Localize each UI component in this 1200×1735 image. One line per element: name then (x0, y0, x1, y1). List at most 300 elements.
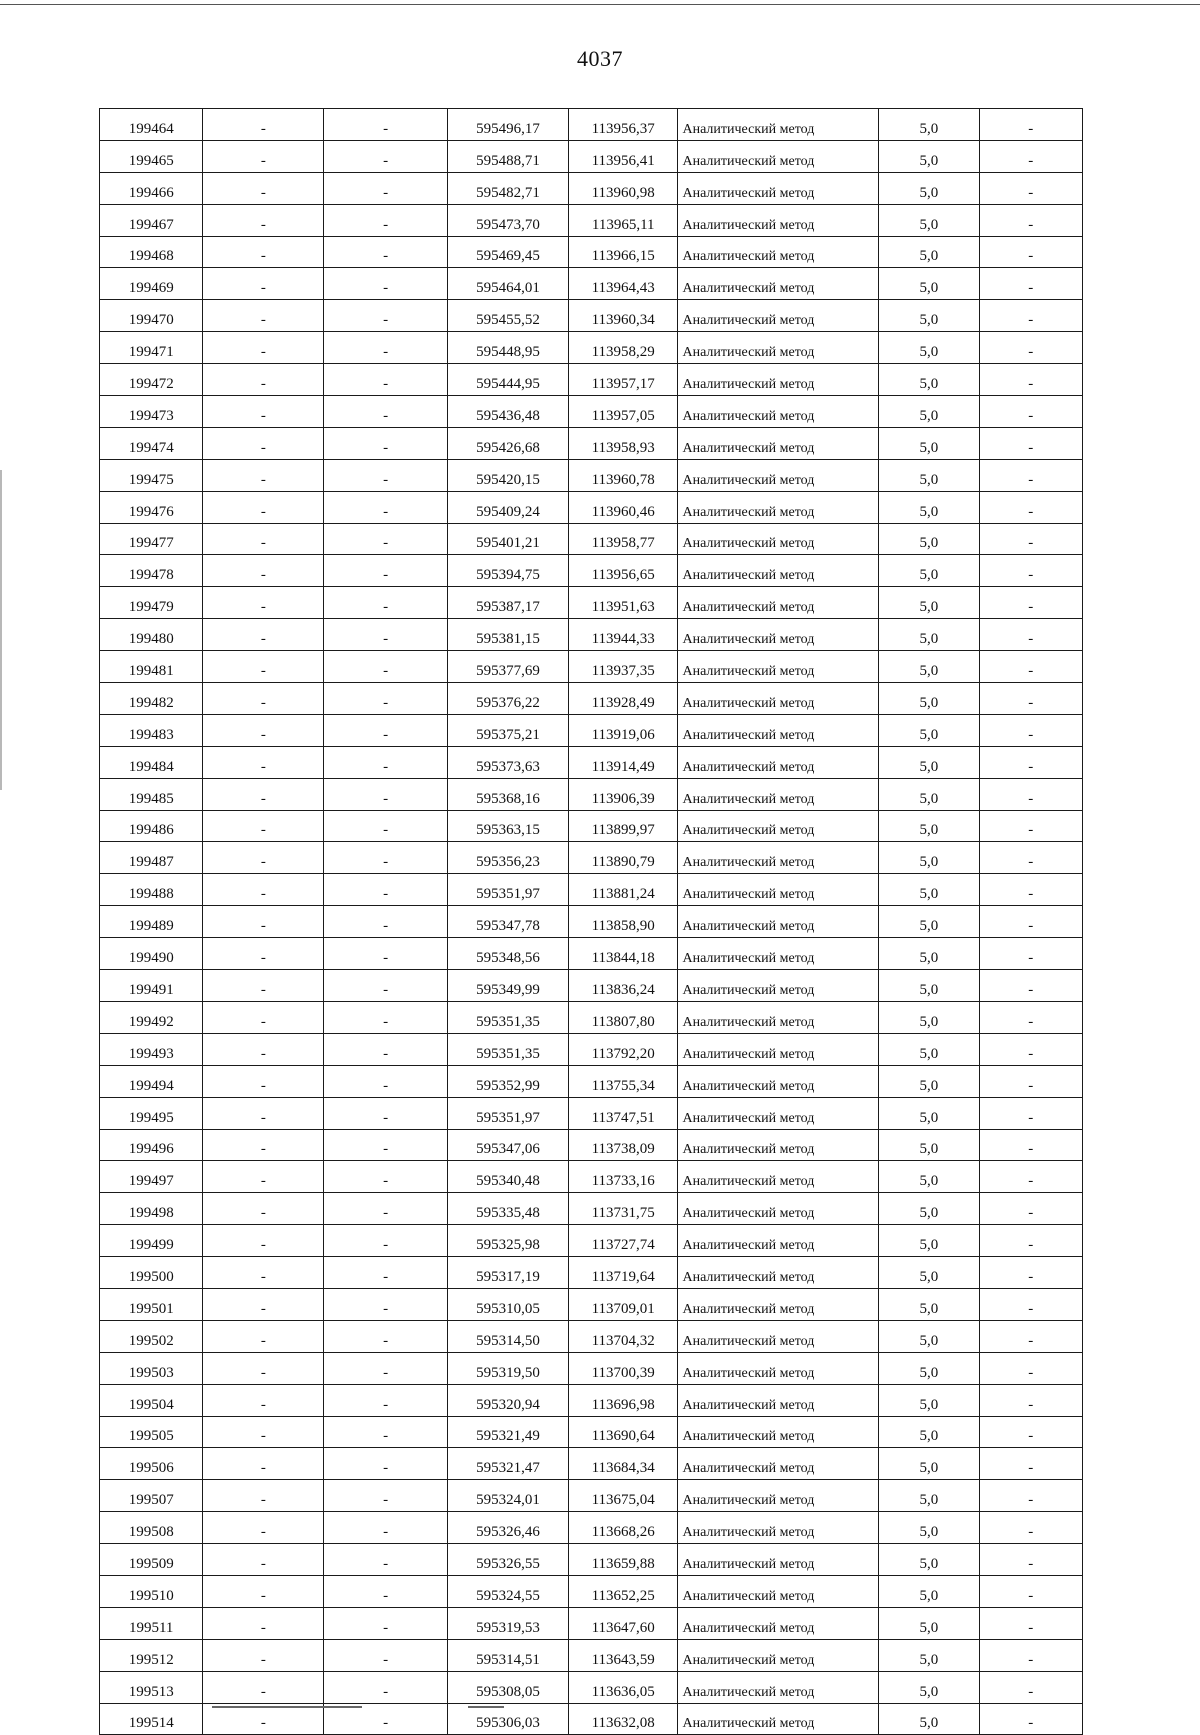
y-coordinate-cell: 113928,49 (568, 683, 678, 715)
method-cell: Аналитический метод (678, 364, 879, 396)
table-row (100, 1129, 1083, 1161)
table-row (100, 1448, 1083, 1480)
point-id-cell: 199469 (100, 268, 203, 300)
empty-cell: - (324, 396, 448, 428)
point-id-cell: 199485 (100, 778, 203, 810)
y-coordinate-cell: 113960,98 (568, 172, 678, 204)
x-coordinate-cell: 595351,97 (448, 874, 569, 906)
method-cell: Аналитический метод (678, 523, 879, 555)
accuracy-cell: 5,0 (879, 1352, 979, 1384)
empty-cell: - (203, 651, 324, 683)
table-row (100, 619, 1083, 651)
empty-cell: - (324, 1607, 448, 1639)
empty-cell: - (324, 236, 448, 268)
y-coordinate-cell: 113960,78 (568, 459, 678, 491)
y-coordinate-cell: 113755,34 (568, 1065, 678, 1097)
y-coordinate-cell: 113807,80 (568, 1001, 678, 1033)
table-row (100, 746, 1083, 778)
scan-top-edge-line (0, 4, 1200, 5)
empty-cell: - (203, 268, 324, 300)
point-id-cell: 199501 (100, 1288, 203, 1320)
table-row (100, 874, 1083, 906)
accuracy-cell: 5,0 (879, 491, 979, 523)
method-cell: Аналитический метод (678, 970, 879, 1002)
x-coordinate-cell: 595373,63 (448, 746, 569, 778)
method-cell: Аналитический метод (678, 1161, 879, 1193)
table-row (100, 1257, 1083, 1289)
point-id-cell: 199476 (100, 491, 203, 523)
y-coordinate-cell: 113906,39 (568, 778, 678, 810)
point-id-cell: 199490 (100, 938, 203, 970)
method-cell: Аналитический метод (678, 236, 879, 268)
accuracy-cell: 5,0 (879, 1033, 979, 1065)
method-cell: Аналитический метод (678, 555, 879, 587)
table-row (100, 268, 1083, 300)
accuracy-cell: 5,0 (879, 1288, 979, 1320)
method-cell: Аналитический метод (678, 1001, 879, 1033)
method-cell: Аналитический метод (678, 1097, 879, 1129)
empty-cell: - (203, 1033, 324, 1065)
accuracy-cell: 5,0 (879, 1671, 979, 1703)
empty-cell: - (979, 555, 1082, 587)
table-row (100, 1065, 1083, 1097)
x-coordinate-cell: 595321,47 (448, 1448, 569, 1480)
empty-cell: - (979, 1161, 1082, 1193)
empty-cell: - (979, 1607, 1082, 1639)
method-cell: Аналитический метод (678, 204, 879, 236)
method-cell: Аналитический метод (678, 396, 879, 428)
empty-cell: - (324, 1480, 448, 1512)
accuracy-cell: 5,0 (879, 555, 979, 587)
empty-cell: - (979, 236, 1082, 268)
empty-cell: - (203, 1575, 324, 1607)
method-cell: Аналитический метод (678, 300, 879, 332)
empty-cell: - (979, 1129, 1082, 1161)
method-cell: Аналитический метод (678, 1257, 879, 1289)
method-cell: Аналитический метод (678, 587, 879, 619)
accuracy-cell: 5,0 (879, 300, 979, 332)
empty-cell: - (324, 1512, 448, 1544)
method-cell: Аналитический метод (678, 1639, 879, 1671)
table-row (100, 491, 1083, 523)
empty-cell: - (324, 1257, 448, 1289)
x-coordinate-cell: 595317,19 (448, 1257, 569, 1289)
table-row (100, 555, 1083, 587)
x-coordinate-cell: 595436,48 (448, 396, 569, 428)
empty-cell: - (324, 906, 448, 938)
point-id-cell: 199465 (100, 140, 203, 172)
empty-cell: - (203, 555, 324, 587)
y-coordinate-cell: 113965,11 (568, 204, 678, 236)
empty-cell: - (979, 332, 1082, 364)
y-coordinate-cell: 113704,32 (568, 1320, 678, 1352)
x-coordinate-cell: 595375,21 (448, 714, 569, 746)
x-coordinate-cell: 595347,06 (448, 1129, 569, 1161)
empty-cell: - (979, 619, 1082, 651)
empty-cell: - (203, 459, 324, 491)
x-coordinate-cell: 595347,78 (448, 906, 569, 938)
x-coordinate-cell: 595482,71 (448, 172, 569, 204)
empty-cell: - (203, 1416, 324, 1448)
y-coordinate-cell: 113652,25 (568, 1575, 678, 1607)
empty-cell: - (324, 1384, 448, 1416)
empty-cell: - (324, 459, 448, 491)
x-coordinate-cell: 595325,98 (448, 1225, 569, 1257)
accuracy-cell: 5,0 (879, 1097, 979, 1129)
table-row (100, 172, 1083, 204)
empty-cell: - (203, 172, 324, 204)
empty-cell: - (203, 970, 324, 1002)
empty-cell: - (979, 842, 1082, 874)
accuracy-cell: 5,0 (879, 1544, 979, 1576)
point-id-cell: 199483 (100, 714, 203, 746)
table-row (100, 651, 1083, 683)
point-id-cell: 199468 (100, 236, 203, 268)
empty-cell: - (203, 300, 324, 332)
y-coordinate-cell: 113914,49 (568, 746, 678, 778)
y-coordinate-cell: 113890,79 (568, 842, 678, 874)
method-cell: Аналитический метод (678, 1575, 879, 1607)
empty-cell: - (979, 172, 1082, 204)
point-id-cell: 199484 (100, 746, 203, 778)
y-coordinate-cell: 113956,37 (568, 109, 678, 141)
method-cell: Аналитический метод (678, 938, 879, 970)
empty-cell: - (203, 1161, 324, 1193)
point-id-cell: 199500 (100, 1257, 203, 1289)
y-coordinate-cell: 113937,35 (568, 651, 678, 683)
accuracy-cell: 5,0 (879, 1384, 979, 1416)
table-row (100, 1225, 1083, 1257)
x-coordinate-cell: 595314,51 (448, 1639, 569, 1671)
empty-cell: - (979, 683, 1082, 715)
empty-cell: - (979, 1225, 1082, 1257)
method-cell: Аналитический метод (678, 1512, 879, 1544)
point-id-cell: 199507 (100, 1480, 203, 1512)
accuracy-cell: 5,0 (879, 970, 979, 1002)
empty-cell: - (979, 1193, 1082, 1225)
method-cell: Аналитический метод (678, 1448, 879, 1480)
empty-cell: - (979, 1639, 1082, 1671)
empty-cell: - (979, 938, 1082, 970)
table-row (100, 683, 1083, 715)
point-id-cell: 199477 (100, 523, 203, 555)
y-coordinate-cell: 113733,16 (568, 1161, 678, 1193)
y-coordinate-cell: 113966,15 (568, 236, 678, 268)
x-coordinate-cell: 595496,17 (448, 109, 569, 141)
empty-cell: - (979, 1001, 1082, 1033)
point-id-cell: 199475 (100, 459, 203, 491)
table-row (100, 364, 1083, 396)
y-coordinate-cell: 113960,34 (568, 300, 678, 332)
table-row (100, 1384, 1083, 1416)
x-coordinate-cell: 595349,99 (448, 970, 569, 1002)
empty-cell: - (979, 810, 1082, 842)
point-id-cell: 199487 (100, 842, 203, 874)
point-id-cell: 199504 (100, 1384, 203, 1416)
empty-cell: - (324, 1288, 448, 1320)
accuracy-cell: 5,0 (879, 427, 979, 459)
empty-cell: - (324, 1352, 448, 1384)
point-id-cell: 199510 (100, 1575, 203, 1607)
point-id-cell: 199495 (100, 1097, 203, 1129)
point-id-cell: 199464 (100, 109, 203, 141)
empty-cell: - (979, 1703, 1082, 1735)
x-coordinate-cell: 595387,17 (448, 587, 569, 619)
empty-cell: - (324, 491, 448, 523)
empty-cell: - (203, 1257, 324, 1289)
accuracy-cell: 5,0 (879, 109, 979, 141)
point-id-cell: 199471 (100, 332, 203, 364)
point-id-cell: 199508 (100, 1512, 203, 1544)
method-cell: Аналитический метод (678, 651, 879, 683)
y-coordinate-cell: 113684,34 (568, 1448, 678, 1480)
table-row (100, 1320, 1083, 1352)
empty-cell: - (979, 459, 1082, 491)
y-coordinate-cell: 113836,24 (568, 970, 678, 1002)
method-cell: Аналитический метод (678, 1607, 879, 1639)
empty-cell: - (979, 427, 1082, 459)
table-row (100, 1352, 1083, 1384)
x-coordinate-cell: 595351,35 (448, 1001, 569, 1033)
table-row (100, 204, 1083, 236)
table-row (100, 587, 1083, 619)
method-cell: Аналитический метод (678, 810, 879, 842)
empty-cell: - (324, 427, 448, 459)
empty-cell: - (324, 1416, 448, 1448)
y-coordinate-cell: 113647,60 (568, 1607, 678, 1639)
y-coordinate-cell: 113957,05 (568, 396, 678, 428)
point-id-cell: 199499 (100, 1225, 203, 1257)
accuracy-cell: 5,0 (879, 1480, 979, 1512)
method-cell: Аналитический метод (678, 1129, 879, 1161)
x-coordinate-cell: 595426,68 (448, 427, 569, 459)
empty-cell: - (324, 1575, 448, 1607)
table-row (100, 1512, 1083, 1544)
empty-cell: - (203, 1288, 324, 1320)
accuracy-cell: 5,0 (879, 778, 979, 810)
empty-cell: - (324, 1193, 448, 1225)
x-coordinate-cell: 595394,75 (448, 555, 569, 587)
empty-cell: - (979, 396, 1082, 428)
method-cell: Аналитический метод (678, 459, 879, 491)
y-coordinate-cell: 113881,24 (568, 874, 678, 906)
empty-cell: - (324, 1671, 448, 1703)
point-id-cell: 199498 (100, 1193, 203, 1225)
table-row (100, 1033, 1083, 1065)
table-row (100, 1416, 1083, 1448)
point-id-cell: 199511 (100, 1607, 203, 1639)
y-coordinate-cell: 113899,97 (568, 810, 678, 842)
empty-cell: - (979, 1065, 1082, 1097)
empty-cell: - (324, 1225, 448, 1257)
empty-cell: - (979, 746, 1082, 778)
table-row (100, 778, 1083, 810)
scan-bottom-edge-marks (0, 1706, 1200, 1710)
empty-cell: - (203, 109, 324, 141)
x-coordinate-cell: 595352,99 (448, 1065, 569, 1097)
empty-cell: - (324, 268, 448, 300)
method-cell: Аналитический метод (678, 842, 879, 874)
method-cell: Аналитический метод (678, 332, 879, 364)
y-coordinate-cell: 113919,06 (568, 714, 678, 746)
empty-cell: - (203, 204, 324, 236)
y-coordinate-cell: 113747,51 (568, 1097, 678, 1129)
point-id-cell: 199493 (100, 1033, 203, 1065)
table-row (100, 1639, 1083, 1671)
empty-cell: - (203, 810, 324, 842)
x-coordinate-cell: 595363,15 (448, 810, 569, 842)
empty-cell: - (203, 842, 324, 874)
empty-cell: - (203, 332, 324, 364)
empty-cell: - (979, 1512, 1082, 1544)
table-row (100, 1480, 1083, 1512)
empty-cell: - (324, 140, 448, 172)
empty-cell: - (324, 651, 448, 683)
empty-cell: - (324, 1097, 448, 1129)
x-coordinate-cell: 595324,01 (448, 1480, 569, 1512)
empty-cell: - (203, 1544, 324, 1576)
y-coordinate-cell: 113668,26 (568, 1512, 678, 1544)
method-cell: Аналитический метод (678, 1671, 879, 1703)
point-id-cell: 199489 (100, 906, 203, 938)
empty-cell: - (979, 714, 1082, 746)
point-id-cell: 199474 (100, 427, 203, 459)
method-cell: Аналитический метод (678, 906, 879, 938)
y-coordinate-cell: 113958,93 (568, 427, 678, 459)
accuracy-cell: 5,0 (879, 746, 979, 778)
x-coordinate-cell: 595401,21 (448, 523, 569, 555)
point-id-cell: 199514 (100, 1703, 203, 1735)
x-coordinate-cell: 595455,52 (448, 300, 569, 332)
method-cell: Аналитический метод (678, 109, 879, 141)
empty-cell: - (203, 746, 324, 778)
y-coordinate-cell: 113719,64 (568, 1257, 678, 1289)
table-row (100, 1575, 1083, 1607)
empty-cell: - (203, 1320, 324, 1352)
x-coordinate-cell: 595326,55 (448, 1544, 569, 1576)
empty-cell: - (979, 1097, 1082, 1129)
table-row (100, 842, 1083, 874)
method-cell: Аналитический метод (678, 268, 879, 300)
x-coordinate-cell: 595469,45 (448, 236, 569, 268)
accuracy-cell: 5,0 (879, 1512, 979, 1544)
table-row (100, 970, 1083, 1002)
table-row (100, 140, 1083, 172)
y-coordinate-cell: 113696,98 (568, 1384, 678, 1416)
accuracy-cell: 5,0 (879, 140, 979, 172)
empty-cell: - (979, 268, 1082, 300)
x-coordinate-cell: 595473,70 (448, 204, 569, 236)
point-id-cell: 199486 (100, 810, 203, 842)
method-cell: Аналитический метод (678, 1544, 879, 1576)
x-coordinate-cell: 595310,05 (448, 1288, 569, 1320)
accuracy-cell: 5,0 (879, 1320, 979, 1352)
accuracy-cell: 5,0 (879, 1225, 979, 1257)
empty-cell: - (324, 1448, 448, 1480)
empty-cell: - (203, 1671, 324, 1703)
empty-cell: - (979, 1352, 1082, 1384)
empty-cell: - (203, 140, 324, 172)
empty-cell: - (203, 523, 324, 555)
accuracy-cell: 5,0 (879, 683, 979, 715)
table-row (100, 906, 1083, 938)
table-row (100, 1193, 1083, 1225)
table-row (100, 1161, 1083, 1193)
accuracy-cell: 5,0 (879, 172, 979, 204)
page-number: 4037 (577, 46, 623, 71)
point-id-cell: 199512 (100, 1639, 203, 1671)
y-coordinate-cell: 113956,41 (568, 140, 678, 172)
empty-cell: - (979, 1544, 1082, 1576)
point-id-cell: 199509 (100, 1544, 203, 1576)
empty-cell: - (979, 1288, 1082, 1320)
empty-cell: - (979, 874, 1082, 906)
empty-cell: - (324, 523, 448, 555)
y-coordinate-cell: 113964,43 (568, 268, 678, 300)
method-cell: Аналитический метод (678, 778, 879, 810)
method-cell: Аналитический метод (678, 1288, 879, 1320)
table-row (100, 1671, 1083, 1703)
coordinates-table (99, 108, 1083, 1735)
x-coordinate-cell: 595464,01 (448, 268, 569, 300)
method-cell: Аналитический метод (678, 140, 879, 172)
method-cell: Аналитический метод (678, 1703, 879, 1735)
accuracy-cell: 5,0 (879, 1448, 979, 1480)
y-coordinate-cell: 113792,20 (568, 1033, 678, 1065)
empty-cell: - (203, 364, 324, 396)
empty-cell: - (324, 1065, 448, 1097)
x-coordinate-cell: 595321,49 (448, 1416, 569, 1448)
method-cell: Аналитический метод (678, 1065, 879, 1097)
point-id-cell: 199492 (100, 1001, 203, 1033)
table-row (100, 300, 1083, 332)
y-coordinate-cell: 113659,88 (568, 1544, 678, 1576)
empty-cell: - (203, 619, 324, 651)
empty-cell: - (979, 651, 1082, 683)
empty-cell: - (979, 1671, 1082, 1703)
empty-cell: - (203, 587, 324, 619)
x-coordinate-cell: 595314,50 (448, 1320, 569, 1352)
table-row (100, 1544, 1083, 1576)
empty-cell: - (979, 140, 1082, 172)
accuracy-cell: 5,0 (879, 1639, 979, 1671)
point-id-cell: 199472 (100, 364, 203, 396)
table-row (100, 236, 1083, 268)
x-coordinate-cell: 595306,03 (448, 1703, 569, 1735)
accuracy-cell: 5,0 (879, 1703, 979, 1735)
method-cell: Аналитический метод (678, 1320, 879, 1352)
table-row (100, 1097, 1083, 1129)
point-id-cell: 199473 (100, 396, 203, 428)
empty-cell: - (324, 1639, 448, 1671)
method-cell: Аналитический метод (678, 491, 879, 523)
empty-cell: - (203, 1639, 324, 1671)
y-coordinate-cell: 113675,04 (568, 1480, 678, 1512)
empty-cell: - (324, 364, 448, 396)
x-coordinate-cell: 595308,05 (448, 1671, 569, 1703)
accuracy-cell: 5,0 (879, 459, 979, 491)
empty-cell: - (324, 619, 448, 651)
empty-cell: - (324, 555, 448, 587)
accuracy-cell: 5,0 (879, 332, 979, 364)
x-coordinate-cell: 595348,56 (448, 938, 569, 970)
empty-cell: - (979, 778, 1082, 810)
empty-cell: - (324, 109, 448, 141)
point-id-cell: 199513 (100, 1671, 203, 1703)
empty-cell: - (979, 1384, 1082, 1416)
accuracy-cell: 5,0 (879, 396, 979, 428)
point-id-cell: 199470 (100, 300, 203, 332)
